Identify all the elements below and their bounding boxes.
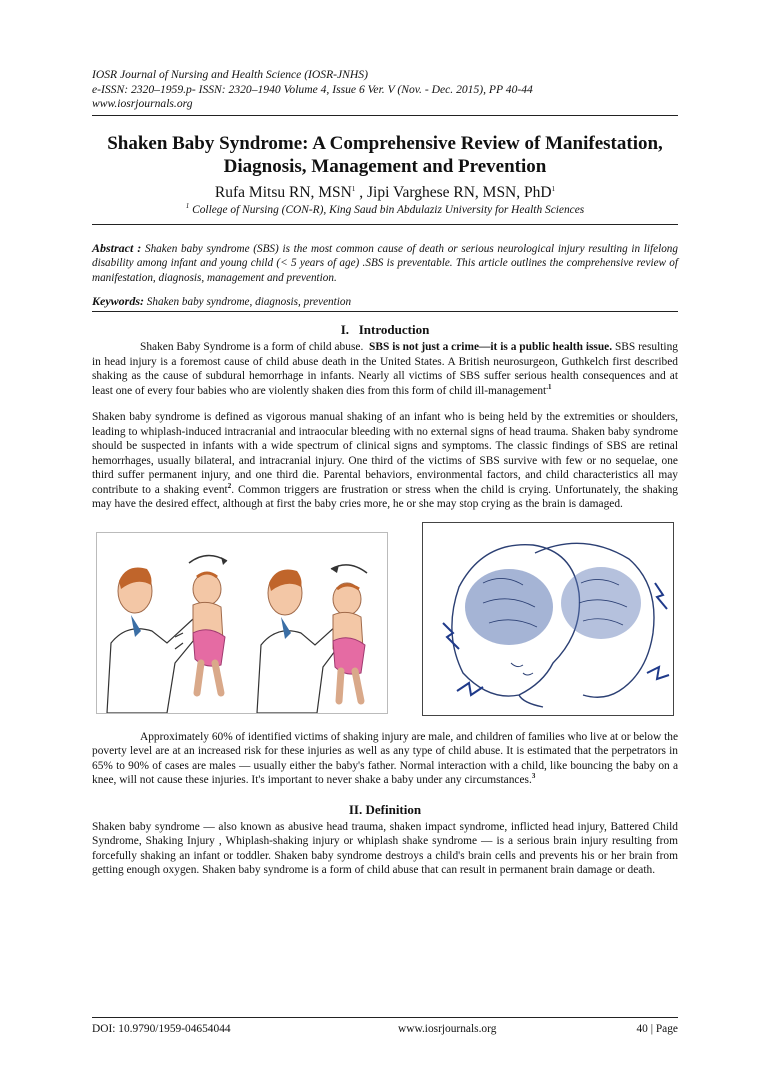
intro-p1-emphasis: SBS is not just a crime—it is a public health issue. [369,341,613,354]
title-rule [92,224,678,225]
brain-injury-illustration [422,522,674,716]
footer-url: www.iosrjournals.org [398,1023,497,1035]
section-heading-introduction: I. Introduction [340,322,430,338]
intro-p1-rest: SBS resulting in head injury is a foremost cause of child abuse death in the United States. A British neurosurgeon, Guthkelch first described shaking as the cause of subdural hemorrhage in infants. Nearly all victims of SBS suffer serious health consequences and at least one of every four babies who are violently shaken dies from this form of child ill-management [92,341,678,397]
keywords [92,294,678,309]
keywords-text: Shaken baby syndrome, diagnosis, prevention [146,296,352,309]
baby-figure-right [331,565,367,701]
journal-url: www.iosrjournals.org [92,97,193,110]
affiliation-sup: 1 [185,201,190,210]
baby-figure-left [175,555,227,693]
affiliation-text: College of Nursing (CON-R), King Saud bin Abdulaziz University for Health Sciences [192,203,585,216]
brain-left [465,569,553,645]
author-2-sup: 1 [551,184,556,193]
page-footer [92,1017,678,1035]
running-header [92,68,678,112]
footer-doi: DOI: 10.9790/1959-04654044 [92,1023,231,1035]
adult-figure-left [107,567,203,713]
intro-paragraph-3 [92,730,678,788]
page-body [92,68,678,878]
abstract-text: Shaken baby syndrome (SBS) is the most common cause of death or serious neurological injury resulting in lifelong disability among infant and young child (< 5 years of age) .SBS is preventable. This article outlines the comprehensive review of manifestation, diagnosis, management and prevention. [92,242,678,284]
affiliation [92,201,678,216]
intro-p2-text: Shaken baby syndrome is defined as vigorous manual shaking of an infant who is being held by the extremities or shoulders, leading to whiplash-induced intracranial and intraocular bleeding with no external signs of head trauma. Shaken baby syndrome should be suspected in infants with a wide spectrum of clinical signs and symptoms. The classic findings of SBS are retinal hemorrhages, usually bilateral, and intracranial injury. One third of the victims of SBS survive with few or no sequelae, one third suffer permanent injury, and one third die. Parental behaviors, environmental factors, and child characteristics all may contribute to a shaking event [92,411,678,496]
journal-name: IOSR Journal of Nursing and Health Science (IOSR-JNHS) [92,68,368,81]
intro-p1-ref: .1 [546,382,552,391]
adult-shaking-baby-illustration [97,533,387,713]
abstract [92,241,678,286]
intro-p2-ref: 2 [227,481,232,490]
paper-title: Shaken Baby Syndrome: A Comprehensive Review of Manifestation, Diagnosis, Management and Prevention [107,132,663,177]
intro-p1-start: Shaken Baby Syndrome is a form of child abuse. [140,341,370,354]
intro-p3-text: Approximately 60% of identified victims of shaking injury are male, and children of families who live at or below the poverty level are at an increased risk for these injuries as well as any type of child abuse. It is estimated that the perpetrators in 65% to 90% of cases are males — usually either the baby's father. Normal interaction with a child, like bouncing the baby on a knee, will not cause these injuries. It's important to never shake a baby under any circumstances. [92,730,678,787]
figure-row [92,522,678,718]
shaking-illustration [96,532,388,714]
section-heading-definition: II. Definition [348,801,422,817]
keywords-rule [92,311,678,312]
intro-p2-rest: . Common triggers are frustration or stress when the child is crying. Unfortunately, the shaking may have the desired effect, although at first the baby cries more, he or she may stop crying as the brain is damaged. [92,483,678,511]
definition-paragraph: Shaken baby syndrome — also known as abusive head trauma, shaken impact syndrome, inflicted head injury, Battered Child Syndrome, Shaking Injury , Whiplash-shaking injury or whiplash shake syndrome — is a serious brain injury resulting from forcefully shaking an infant or toddler. Shaken baby syndrome destroys a child's brain cells and prevents his or her brain from getting enough oxygen. Shaken baby syndrome is a form of child abuse that can result in permanent brain damage or death. [92,820,678,877]
impact-bolt-right [655,583,667,609]
intro-paragraph-2 [92,410,678,512]
intro-p3-ref: 3 [531,772,536,781]
intro-paragraph-1 [92,340,678,398]
author-1: Rufa Mitsu RN, MSN [214,183,352,201]
header-rule [92,115,678,116]
author-1-sup: 1 [351,184,356,193]
author-2: Jipi Varghese RN, MSN, PhD [366,183,552,201]
author-separator: , [355,183,367,201]
abstract-label: Abstract : [92,240,142,255]
head-whiplash-diagram [423,523,673,715]
issn-line: e-ISSN: 2320–1959.p- ISSN: 2320–1940 Volume 4, Issue 6 Ver. V (Nov. - Dec. 2015), PP 40-44 [92,82,533,96]
brain-right [561,567,641,639]
keywords-label: Keywords: [92,294,144,309]
footer-page-number: 40 | Page [636,1023,678,1035]
impact-bolt-left [443,623,459,649]
authors-line [92,184,678,202]
